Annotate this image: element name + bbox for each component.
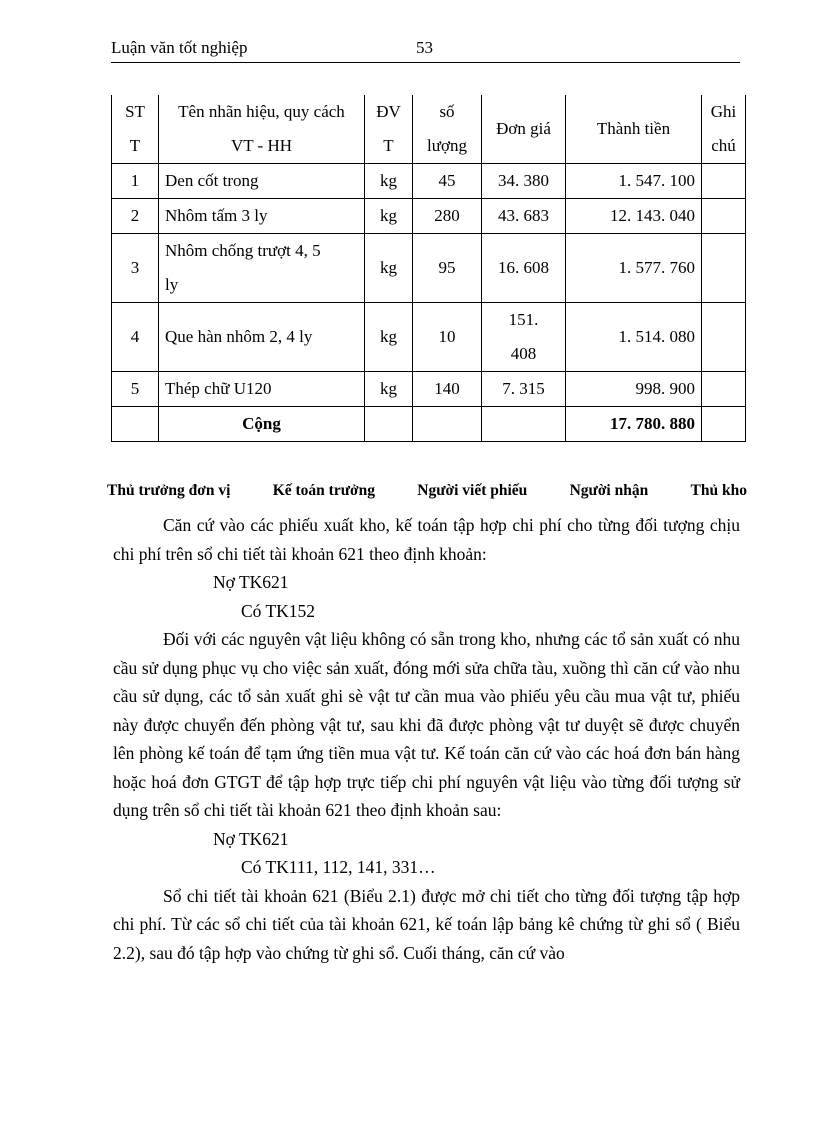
cell-unit: kg [365,234,413,303]
table-row [112,372,746,407]
paragraph: Căn cứ vào các phiếu xuất kho, kế toán tập hợp chi phí cho từng đối tượng chịu chi phí trên sổ chi tiết tài khoản 621 theo định khoản: [113,515,740,564]
header-note: Ghi chú [702,95,746,164]
cell-unit: kg [365,199,413,234]
cell-stt: 4 [112,303,159,372]
header-stt: ST T [112,95,159,164]
header-unit: ĐV T [365,95,413,164]
cell-note [702,234,746,303]
total-row [112,407,746,442]
signer-receiver: Người nhận [569,482,649,499]
paragraph: Sổ chi tiết tài khoản 621 (Biểu 2.1) được mở chi tiết cho từng đối tượng tập hợp chi phí. Từ các sổ chi tiết của tài khoản 621, kế toán lập bảng kê chứng từ ghi sổ ( Biểu 2.2), sau đó tập hợp vào chứng từ ghi sổ. Cuối tháng, căn cứ vào [113,885,740,963]
body-text [113,511,740,967]
cell-unit: kg [365,164,413,199]
materials-table [111,95,746,442]
cell-price: 151. 408 [482,303,566,372]
table-row [112,234,746,303]
cell-qty: 95 [413,234,482,303]
cell-note [702,199,746,234]
header-price: Đơn giá [482,95,566,164]
cell-name: Den cốt trong [159,164,365,199]
document-title: Luận văn tốt nghiệp [111,38,248,57]
cell-stt: 5 [112,372,159,407]
cell-qty: 45 [413,164,482,199]
total-label: Cộng [159,407,365,442]
signer-storekeeper: Thủ kho [690,482,747,499]
cell-stt: 3 [112,234,159,303]
entry-debit: Nợ TK621 [213,828,289,849]
cell-name: Nhôm chống trượt 4, 5 ly [159,234,365,303]
entry-debit: Nợ TK621 [213,572,289,592]
cell-price: 43. 683 [482,199,566,234]
table-row [112,199,746,234]
cell-note [702,303,746,372]
page-number: 53 [416,38,433,57]
cell-stt: 1 [112,164,159,199]
cell-name: Thép chữ U120 [159,372,365,407]
entry-credit: Có TK111, 112, 141, 331… [241,857,436,877]
cell-stt: 2 [112,199,159,234]
signer-writer: Người viết phiếu [417,482,528,499]
cell-note [702,372,746,407]
cell-qty: 280 [413,199,482,234]
header-amount: Thành tiền [566,95,702,164]
cell-unit: kg [365,372,413,407]
cell-amount: 1. 514. 080 [566,303,702,372]
paragraph: Đối với các nguyên vật liệu không có sẵn trong kho, nhưng các tổ sản xuất có nhu cầu sử dụng phục vụ cho việc sản xuất, đóng mới sửa chữa tàu, xuồng thì căn cứ vào nhu cầu sử dụng, các tổ sản xuất ghi sè vật tư cần mua vào phiếu yêu cầu mua vật tư, phiếu này được chuyển đến phòng vật tư, sau khi đã được phòng vật tư duyệt sẽ được chuyển lên phòng kế toán để tạm ứng tiền mua vật tư. Kế toán căn cứ vào các hoá đơn bán hàng hoặc hoá đơn GTGT để tập hợp trực tiếp chi phí nguyên vật liệu vào từng đối tượng sử dụng trên sổ chi tiết tài khoản 621 theo định khoản sau: [113,629,740,820]
signer-head: Thủ trưởng đơn vị [107,482,231,499]
header-name: Tên nhãn hiệu, quy cách VT - HH [159,95,365,164]
signature-line [107,482,747,500]
header-qty: số lượng [413,95,482,164]
cell-qty: 140 [413,372,482,407]
cell-amount: 12. 143. 040 [566,199,702,234]
cell-amount: 998. 900 [566,372,702,407]
cell-price: 7. 315 [482,372,566,407]
cell-name: Que hàn nhôm 2, 4 ly [159,303,365,372]
cell-unit: kg [365,303,413,372]
cell-note [702,164,746,199]
table-row [112,164,746,199]
cell-price: 16. 608 [482,234,566,303]
cell-price: 34. 380 [482,164,566,199]
cell-qty: 10 [413,303,482,372]
table-row [112,303,746,372]
total-amount: 17. 780. 880 [566,407,702,442]
page-header [111,36,740,63]
cell-amount: 1. 577. 760 [566,234,702,303]
cell-amount: 1. 547. 100 [566,164,702,199]
table-header-row [112,95,746,164]
cell-name: Nhôm tấm 3 ly [159,199,365,234]
entry-credit: Có TK152 [241,600,316,621]
signer-chief-accountant: Kế toán trưởng [272,482,375,499]
